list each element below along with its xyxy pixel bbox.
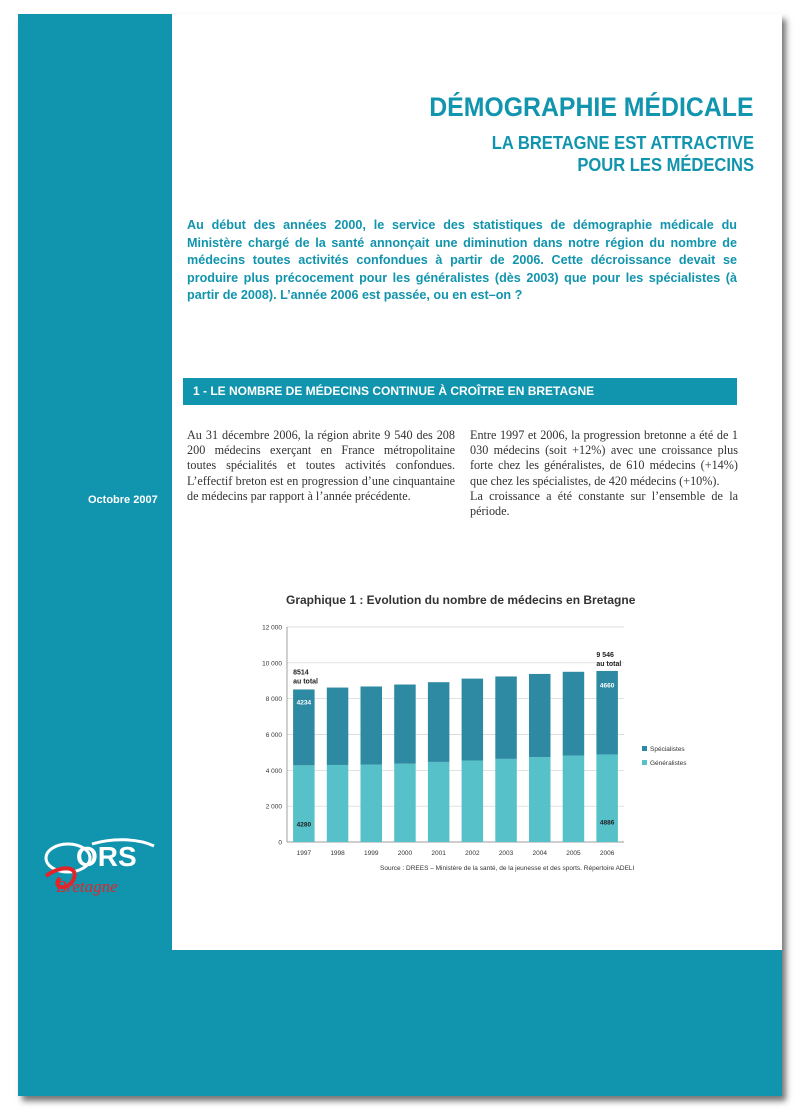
subtitle-line-2: POUR LES MÉDECINS bbox=[577, 155, 754, 175]
first-total-sublabel: au total bbox=[293, 678, 318, 686]
logo-mark bbox=[46, 840, 154, 896]
left-band bbox=[18, 14, 172, 1096]
bar-généralistes-2004 bbox=[529, 757, 551, 842]
last-specialistes-label: 4660 bbox=[599, 682, 615, 690]
right-column-text-2: La croissance a été constante sur l’ensemble de la période. bbox=[470, 488, 738, 519]
bar-spécialistes-2005 bbox=[563, 672, 585, 756]
y-tick-label: 6 000 bbox=[265, 732, 282, 739]
x-tick-label: 2002 bbox=[465, 850, 480, 857]
y-tick-label: 10 000 bbox=[262, 660, 282, 668]
left-column-text: Au 31 décembre 2006, la région abrite 9 540 des 208 200 médecins exerçant en France métropolitaine toutes spécialités et toutes activités confondues. L’effectif breton est en progression d’une cinquantaine de médecins par rapport à l’année précédente. bbox=[187, 428, 455, 503]
x-tick-label: 2003 bbox=[498, 850, 514, 857]
bar-généralistes-2005 bbox=[563, 756, 585, 842]
bar-généralistes-2001 bbox=[428, 762, 450, 842]
bar-spécialistes-2004 bbox=[529, 674, 551, 757]
right-column-text-1: Entre 1997 et 2006, la progression bretonne a été de 1 030 médecins (soit +12%) avec une croissance plus forte chez les généralistes, de 610 médecins (+14%) que chez les spécialistes, de 420 médecins (+10%). bbox=[470, 428, 738, 488]
svg-text:Bretagne: Bretagne bbox=[56, 877, 118, 896]
bar-généralistes-1998 bbox=[327, 765, 349, 842]
first-generalistes-label: 4280 bbox=[296, 821, 312, 829]
bar-spécialistes-2002 bbox=[462, 679, 484, 761]
chart-title: Graphique 1 : Evolution du nombre de médecins en Bretagne bbox=[286, 593, 636, 607]
subtitle-line-1: LA BRETAGNE EST ATTRACTIVE bbox=[491, 133, 754, 153]
bar-généralistes-2003 bbox=[495, 759, 517, 842]
y-tick-label: 0 bbox=[278, 839, 282, 847]
last-total-sublabel: au total bbox=[596, 660, 622, 668]
bar-spécialistes-1999 bbox=[361, 686, 383, 764]
y-tick-label: 12 000 bbox=[262, 624, 282, 632]
x-tick-label: 2004 bbox=[532, 850, 547, 857]
first-total-label: 8514 bbox=[293, 669, 309, 677]
last-total-label: 9 546 bbox=[596, 651, 614, 659]
x-tick-label: 2005 bbox=[566, 850, 581, 857]
left-column bbox=[187, 428, 455, 504]
x-tick-label: 1998 bbox=[330, 850, 345, 857]
x-tick-label: 1997 bbox=[296, 850, 312, 857]
first-specialistes-label: 4234 bbox=[296, 699, 312, 707]
legend-label-specialistes: Spécialistes bbox=[650, 746, 685, 753]
y-tick-label: 4 000 bbox=[265, 767, 282, 775]
page-title: DÉMOGRAPHIE MÉDICALE bbox=[429, 92, 754, 122]
chart-source: Source : DREES – Ministère de la santé, de la jeunesse et des sports. Répertoire ADELI bbox=[380, 865, 635, 872]
section-heading: 1 - LE NOMBRE DE MÉDECINS CONTINUE À CROÎTRE EN BRETAGNE bbox=[183, 378, 737, 405]
bottom-band bbox=[18, 950, 782, 1096]
y-tick-label: 2 000 bbox=[265, 803, 282, 811]
bar-chart bbox=[250, 615, 700, 865]
bar-spécialistes-2003 bbox=[495, 676, 517, 758]
bar-spécialistes-1998 bbox=[327, 688, 349, 765]
svg-text:ORS: ORS bbox=[76, 841, 137, 872]
x-tick-label: 1999 bbox=[364, 850, 379, 857]
x-tick-label: 2000 bbox=[397, 850, 413, 857]
legend-label-generalistes: Généralistes bbox=[650, 760, 687, 767]
intro-paragraph: Au début des années 2000, le service des statistiques de démographie médicale du Ministère chargé de la santé annonçait une diminution dans notre région du nombre de médecins toutes activités confondues à partir de 2006. Cette décroissance devait se produire plus précocement pour les généralistes (dès 2003) que pour les spécialistes (à partir de 2008). L’année 2006 est passée, ou en est–on ? bbox=[187, 218, 737, 303]
publication-date: Octobre 2007 bbox=[88, 494, 158, 506]
x-tick-label: 2006 bbox=[599, 850, 615, 857]
last-generalistes-label: 4886 bbox=[599, 819, 615, 827]
x-tick-label: 2001 bbox=[431, 850, 446, 857]
right-column bbox=[470, 428, 738, 519]
ors-bretagne-logo bbox=[42, 836, 162, 898]
bar-spécialistes-2000 bbox=[394, 685, 416, 764]
y-tick-label: 8 000 bbox=[265, 696, 282, 704]
bar-généralistes-2000 bbox=[394, 764, 416, 842]
legend-swatch-generalistes bbox=[642, 760, 647, 765]
bar-généralistes-2002 bbox=[462, 760, 484, 842]
bar-spécialistes-2001 bbox=[428, 682, 450, 762]
bar-généralistes-1999 bbox=[361, 765, 383, 842]
bar-généralistes-1997 bbox=[293, 765, 315, 842]
page-subtitle bbox=[492, 132, 754, 176]
legend-swatch-specialistes bbox=[642, 746, 647, 751]
bar-généralistes-2006 bbox=[596, 754, 618, 842]
